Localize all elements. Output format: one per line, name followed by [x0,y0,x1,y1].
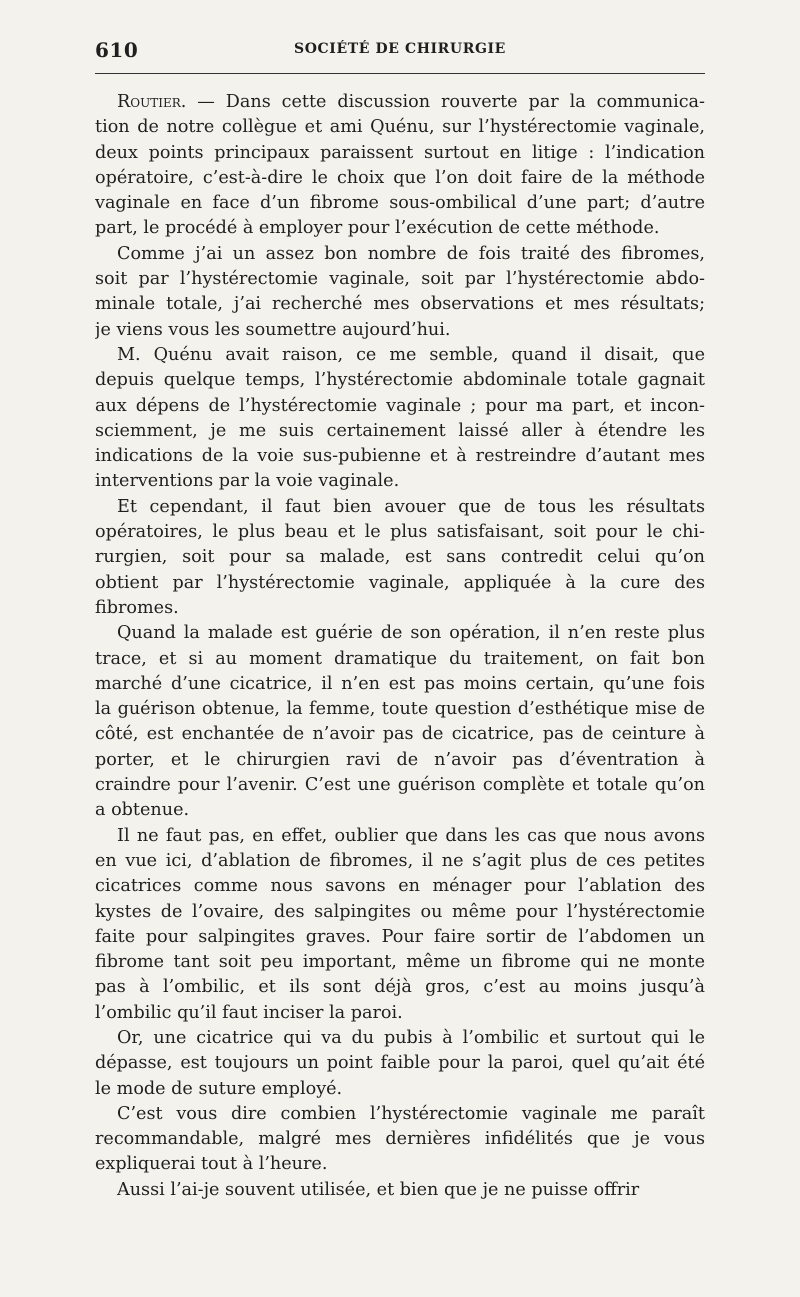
page-header [95,38,705,62]
text-line [95,216,705,241]
paragraph [95,90,705,242]
text-line [95,1152,705,1177]
text-line [95,874,705,899]
line-text: sciemment, je me suis certainement laissé aller à étendre les [95,420,705,441]
page-number: 610 [95,38,139,62]
line-text: tion de notre collègue et ami Quénu, sur l’hystérectomie vaginale, [95,117,705,138]
line-text: indications de la voie sus-pubienne et à restreindre d’autant mes [95,446,705,467]
text-line [95,798,705,823]
line-text: côté, est enchantée de n’avoir pas de cicatrice, pas de ceinture à [95,724,705,745]
line-text: Aussi l’ai-je souvent utilisée, et bien que je ne puisse offrir [117,1179,640,1200]
text-line [95,1077,705,1102]
text-line [95,1026,705,1051]
text-line [95,773,705,798]
text-line [95,495,705,520]
line-text: marché d’une cicatrice, il n’en est pas moins certain, qu’une fois [95,673,705,694]
text-line [95,824,705,849]
text-line [95,621,705,646]
text-line [95,722,705,747]
line-text: fibrome tant soit peu important, même un fibrome qui ne monte [95,952,705,973]
line-text: cicatrices comme nous savons en ménager pour l’ablation des [95,876,705,897]
header-rule [95,73,705,74]
running-head: SOCIÉTÉ DE CHIRURGIE [294,41,506,57]
line-text: dépasse, est toujours un point faible pour la paroi, quel qu’ait été [95,1053,705,1074]
text-line [95,697,705,722]
text-line [95,647,705,672]
line-text: Il ne faut pas, en effet, oublier que dans les cas que nous avons [117,825,705,846]
text-line [95,469,705,494]
text-line [95,166,705,191]
line-text: depuis quelque temps, l’hystérectomie abdominale totale gagnait [95,370,705,391]
line-text: M. Quénu avait raison, ce me semble, quand il disait, que [117,344,705,365]
line-text: C’est vous dire combien l’hystérectomie vaginale me paraît [117,1103,705,1124]
paragraph [95,824,705,1026]
text-line [95,925,705,950]
line-text: soit par l’hystérectomie vaginale, soit par l’hystérectomie abdo- [95,269,705,290]
line-text: Or, une cicatrice qui va du pubis à l’ombilic et surtout qui le [117,1027,705,1048]
text-line [95,571,705,596]
text-line [95,191,705,216]
text-line [95,545,705,570]
line-text: je viens vous les soumettre aujourd’hui. [95,319,451,340]
paragraph [95,1102,705,1178]
paragraph [95,1178,705,1203]
text-line [95,419,705,444]
text-line [95,950,705,975]
text-line [95,318,705,343]
line-text: a obtenue. [95,800,190,821]
line-text: l’ombilic qu’il faut inciser la paroi. [95,1002,403,1023]
line-text: aux dépens de l’hystérectomie vaginale ; pour ma part, et incon- [95,395,705,416]
text-line [95,900,705,925]
text-line [95,672,705,697]
text-line [95,1051,705,1076]
line-text: expliquerai tout à l’heure. [95,1154,328,1175]
text-line [95,242,705,267]
text-line [95,748,705,773]
line-text: trace, et si au moment dramatique du traitement, on fait bon [95,648,705,669]
paragraph [95,495,705,621]
text-line [95,267,705,292]
line-text: Comme j’ai un assez bon nombre de fois traité des fibromes, [117,243,705,264]
line-text: vaginale en face d’un fibrome sous-ombilical d’une part; d’autre [95,193,705,214]
text-line [95,343,705,368]
line-text: faite pour salpingites graves. Pour faire sortir de l’abdomen un [95,926,705,947]
line-text: la guérison obtenue, la femme, toute question d’esthétique mise de [95,699,705,720]
line-text: porter, et le chirurgien ravi de n’avoir pas d’éventration à [95,749,705,770]
line-text: rurgien, soit pour sa malade, est sans contredit celui qu’on [95,547,705,568]
text-line [95,1127,705,1152]
text-line [95,520,705,545]
text-line [95,292,705,317]
line-text: Quand la malade est guérie de son opération, il n’en reste plus [117,623,705,644]
text-line [95,115,705,140]
text-line [95,849,705,874]
line-text: kystes de l’ovaire, des salpingites ou même pour l’hystérectomie [95,901,705,922]
text-line [95,394,705,419]
text-line [95,90,705,115]
text-line [95,1102,705,1127]
line-text: fibromes. [95,597,179,618]
line-text: Et cependant, il faut bien avouer que de tous les résultats [117,496,705,517]
text-line [95,368,705,393]
text-line [95,444,705,469]
line-text: recommandable, malgré mes dernières infidélités que je vous [95,1129,705,1150]
line-text: interventions par la voie vaginale. [95,471,400,492]
body-text [95,90,705,1203]
text-line [95,596,705,621]
line-text: — Dans cette discussion rouverte par la communica- [197,92,705,112]
paragraph [95,343,705,495]
line-text: craindre pour l’avenir. C’est une guérison complète et totale qu’on [95,775,705,796]
line-text: en vue ici, d’ablation de fibromes, il ne s’agit plus de ces petites [95,850,705,871]
text-line [95,975,705,1000]
line-text: minale totale, j’ai recherché mes observations et mes résultats; [95,294,705,315]
line-text: opératoire, c’est-à-dire le choix que l’on doit faire de la méthode [95,167,705,188]
text-line [95,1178,705,1203]
paragraph [95,621,705,823]
line-text: obtient par l’hystérectomie vaginale, appliquée à la cure des [95,572,705,593]
paragraph [95,242,705,343]
line-text: pas à l’ombilic, et ils sont déjà gros, c’est au moins jusqu’à [95,977,705,998]
line-text: opératoires, le plus beau et le plus satisfaisant, soit pour le chi- [95,522,705,543]
speaker-name: Routier. [117,92,187,112]
paragraph [95,1026,705,1102]
text-line [95,141,705,166]
text-line [95,1001,705,1026]
line-text: le mode de suture employé. [95,1078,343,1099]
line-text: part, le procédé à employer pour l’exécution de cette méthode. [95,218,660,239]
line-text: deux points principaux paraissent surtout en litige : l’indication [95,142,705,163]
